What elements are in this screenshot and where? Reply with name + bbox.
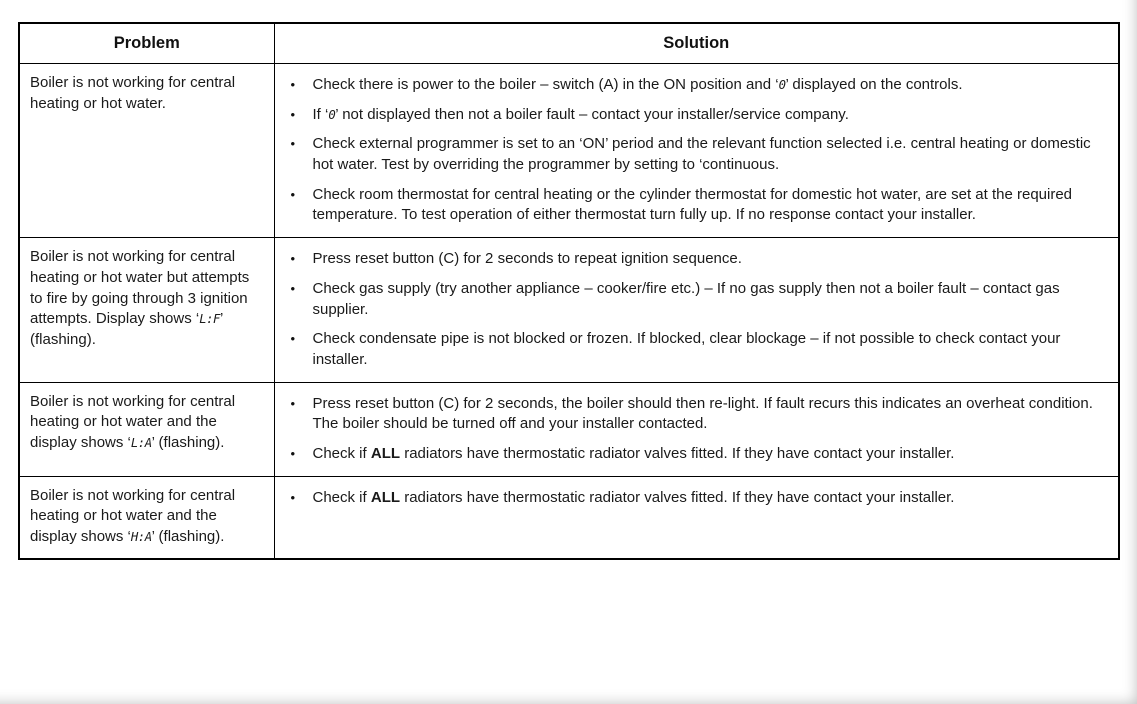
bullet-icon: •	[290, 106, 296, 122]
text-segment: ’ not displayed then not a boiler fault – contact your installer/service company.	[335, 105, 849, 123]
table-row	[19, 476, 1119, 559]
solution-cell	[274, 64, 1119, 238]
bullet-text	[313, 329, 1105, 370]
text-segment: Check room thermostat for central heating or the cylinder thermostat for domestic hot water, are set at the required temperature. To test operation of either thermostat turn fully up. If no response contact your installer.	[312, 185, 1073, 224]
text-segment: Boiler is not working for central heating or hot water and the display shows ‘	[30, 392, 236, 451]
text-segment: ’ (flashing).	[151, 433, 225, 451]
bullet-icon: •	[290, 331, 296, 347]
bullet-icon: •	[290, 136, 296, 152]
solution-cell	[274, 238, 1119, 382]
text-segment: ALL	[370, 444, 401, 462]
table-header	[19, 23, 1119, 64]
bullet-icon: •	[290, 489, 296, 505]
solution-bullet	[289, 444, 1105, 465]
solution-cell	[274, 476, 1119, 559]
text-segment: Boiler is not working for central heating or hot water.	[30, 74, 236, 112]
problem-cell	[19, 64, 274, 238]
text-segment: radiators have thermostatic radiator valves fitted. If they have contact your installer.	[400, 444, 955, 462]
problem-cell	[19, 238, 274, 382]
text-segment: ’ (flashing).	[151, 528, 225, 545]
troubleshooting-table	[18, 22, 1120, 560]
text-segment: Boiler is not working for central heating or hot water but attempts to fire by going through 3 ignition attempts. Display shows ‘	[30, 248, 250, 328]
solution-bullet	[289, 488, 1105, 509]
text-segment: Press reset button (C) for 2 seconds to repeat ignition sequence.	[312, 250, 742, 268]
bullet-icon: •	[290, 77, 296, 92]
text-segment: ’ (flashing).	[30, 310, 223, 348]
bullet-text	[313, 249, 1105, 270]
table-row	[19, 382, 1119, 476]
solution-bullet	[289, 279, 1105, 320]
display-code: L:A	[130, 435, 152, 450]
bullet-text	[313, 185, 1105, 226]
bullet-icon: •	[290, 445, 296, 461]
bullet-text	[313, 394, 1105, 435]
display-code: 0	[778, 78, 786, 92]
text-segment: Press reset button (C) for 2 seconds, the boiler should then re-light. If fault recurs this indicates an overheat condition. The boiler should be turned off and your installer contacted.	[312, 394, 1093, 433]
text-segment: Check gas supply (try another appliance – cooker/fire etc.) – If no gas supply then not a boiler fault – contact gas supplier.	[312, 279, 1060, 318]
text-segment: ALL	[370, 488, 401, 506]
bullet-text	[313, 105, 1105, 126]
solution-bullet	[289, 329, 1105, 370]
solution-bullet	[289, 249, 1105, 270]
table-row	[19, 64, 1119, 238]
solution-bullet	[289, 105, 1105, 126]
problem-cell	[19, 382, 274, 476]
text-segment: Check there is power to the boiler – switch (A) in the ON position and ‘	[312, 76, 779, 93]
table-row	[19, 238, 1119, 382]
text-segment: Boiler is not working for central heating or hot water and the display shows ‘	[30, 486, 236, 545]
problem-cell	[19, 476, 274, 559]
text-segment: Check condensate pipe is not blocked or frozen. If blocked, clear blockage – if not possible to check contact your installer.	[312, 330, 1061, 368]
bullet-text	[313, 134, 1105, 175]
bullet-text	[313, 488, 1105, 509]
text-segment: Check if	[312, 488, 371, 506]
text-segment: ’ displayed on the controls.	[785, 76, 963, 93]
table-body	[19, 64, 1119, 559]
display-code: H:A	[130, 530, 152, 544]
solution-bullet	[289, 394, 1105, 435]
bullet-icon: •	[290, 395, 296, 411]
problem-column-header: Problem	[19, 23, 274, 64]
solution-bullet	[289, 185, 1105, 226]
bullet-icon: •	[290, 186, 296, 202]
bullet-text	[313, 279, 1105, 320]
text-segment: Check external programmer is set to an ‘ON’ period and the relevant function selected i.e. central heating or domestic hot water. Test by overriding the programmer by setting to ‘continuous.	[312, 135, 1091, 174]
text-segment: If ‘	[312, 105, 329, 123]
text-segment: radiators have thermostatic radiator valves fitted. If they have contact your installer.	[400, 488, 955, 506]
solution-cell	[274, 382, 1119, 476]
display-code: L:F	[199, 312, 220, 327]
bullet-icon: •	[290, 280, 296, 296]
text-segment: Check if	[312, 444, 371, 462]
solution-bullet	[289, 75, 1105, 96]
display-code: 0	[328, 107, 336, 122]
bullet-icon: •	[290, 251, 296, 267]
solution-column-header: Solution	[274, 23, 1119, 64]
header-row	[19, 23, 1119, 64]
bullet-text	[313, 75, 1105, 96]
solution-bullet	[289, 134, 1105, 175]
bullet-text	[313, 444, 1105, 465]
